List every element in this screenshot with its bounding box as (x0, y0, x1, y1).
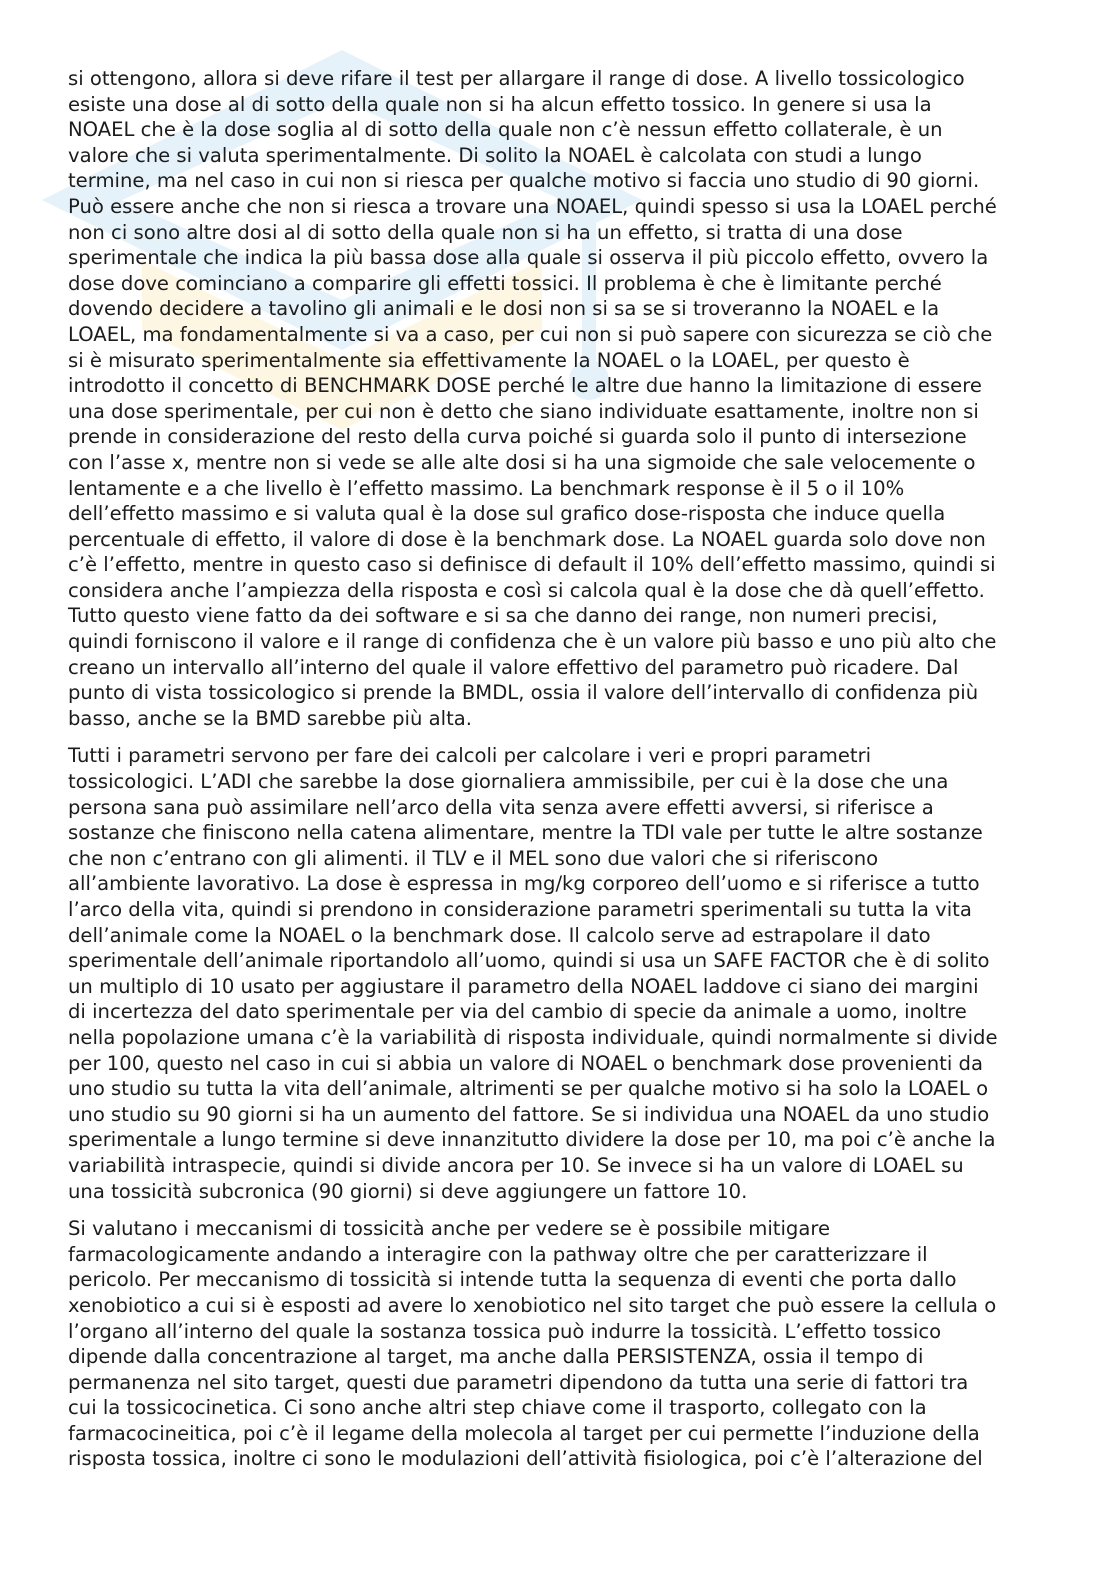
text-line: pericolo. Per meccanismo di tossicità si intende tutta la sequenza di eventi che porta dallo (68, 1268, 957, 1292)
text-line: quindi forniscono il valore e il range di confidenza che è un valore più basso e uno più alto che (68, 630, 997, 654)
text-line: sostanze che finiscono nella catena alimentare, mentre la TDI vale per tutte le altre sostanze (68, 821, 983, 845)
text-line: un multiplo di 10 usato per aggiustare il parametro della NOAEL laddove ci siano dei margini (68, 974, 979, 998)
text-line: variabilità intraspecie, quindi si divide ancora per 10. Se invece si ha un valore di LOAEL su (68, 1153, 964, 1177)
text-line: nella popolazione umana c’è la variabilità di risposta individuale, quindi normalmente si divide (68, 1025, 998, 1049)
text-line: percentuale di effetto, il valore di dose è la benchmark dose. La NOAEL guarda solo dove non (68, 527, 986, 551)
text-line: dipende dalla concentrazione al target, ma anche dalla PERSISTENZA, ossia il tempo di (68, 1345, 924, 1369)
text-line: risposta tossica, inoltre ci sono le modulazioni dell’attività fisiologica, poi c’è l’alterazione del (68, 1447, 983, 1471)
text-line: cui la tossicocinetica. Ci sono anche altri step chiave come il trasporto, collegato con la (68, 1396, 927, 1420)
text-line: sperimentale che indica la più bassa dose alla quale si osserva il più piccolo effetto, ovvero la (68, 246, 989, 270)
paragraph-2 (68, 743, 1043, 1204)
text-line: creano un intervallo all’interno del quale il valore effettivo del parametro può ricadere. Dal (68, 655, 959, 679)
document-body (68, 66, 1043, 1484)
text-line: dovendo decidere a tavolino gli animali e le dosi non si sa se si troveranno la NOAEL e la (68, 297, 940, 321)
text-line: LOAEL, ma fondamentalmente si va a caso, per cui non si può sapere con sicurezza se ciò che (68, 322, 993, 346)
text-line: l’arco della vita, quindi si prendono in considerazione parametri sperimentali su tutta la vita (68, 898, 972, 921)
text-line: sperimentale a lungo termine si deve innanzitutto dividere la dose per 10, ma poi c’è anche la (68, 1128, 996, 1152)
text-line: c’è l’effetto, mentre in questo caso si definisce di default il 10% dell’effetto massimo, quindi si (68, 553, 996, 577)
text-line: Tutto questo viene fatto da dei software e si sa che danno dei range, non numeri precisi, (68, 604, 938, 628)
text-line: considera anche l’ampiezza della risposta e così si calcola qual è la dose che dà quell’effetto. (68, 578, 985, 602)
text-line: introdotto il concetto di BENCHMARK DOSE perché le altre due hanno la limitazione di essere (68, 374, 982, 398)
text-line: lentamente e a che livello è l’effetto massimo. La benchmark response è il 5 o il 10% (68, 476, 905, 500)
text-line: una dose sperimentale, per cui non è detto che siano individuate esattamente, inoltre non si (68, 399, 979, 423)
text-line: prende in considerazione del resto della curva poiché si guarda solo il punto di intersezione (68, 425, 967, 449)
text-line: farmacologicamente andando a interagire con la pathway oltre che per caratterizzare il (68, 1242, 928, 1266)
text-line: Si valutano i meccanismi di tossicità anche per vedere se è possibile mitigare (68, 1217, 831, 1241)
text-line: all’ambiente lavorativo. La dose è espressa in mg/kg corporeo dell’uomo e si riferisce a tutto (68, 872, 980, 896)
text-line: si ottengono, allora si deve rifare il test per allargare il range di dose. A livello tossicologico (68, 67, 965, 90)
text-line: NOAEL che è la dose soglia al di sotto della quale non c’è nessun effetto collaterale, è un (68, 118, 943, 142)
text-line: per 100, questo nel caso in cui si abbia un valore di NOAEL o benchmark dose provenienti da (68, 1051, 983, 1075)
text-line: sperimentale dell’animale riportandolo all’uomo, quindi si usa un SAFE FACTOR che è di solito (68, 949, 990, 973)
text-line: persona sana può assimilare nell’arco della vita senza avere effetti avversi, si riferisce a (68, 795, 934, 819)
text-line: l’organo all’interno del quale la sostanza tossica può indurre la tossicità. L’effetto tossico (68, 1319, 942, 1343)
text-line: uno studio su tutta la vita dell’animale, altrimenti se per qualche motivo si ha solo la LOAEL o (68, 1077, 989, 1101)
text-line: dell’effetto massimo e si valuta qual è la dose sul grafico dose-risposta che induce quella (68, 502, 946, 526)
text-line: permanenza nel sito target, questi due parametri dipendono da tutta una serie di fattori tra (68, 1370, 969, 1394)
text-line: valore che si valuta sperimentalmente. Di solito la NOAEL è calcolata con studi a lungo (68, 143, 922, 167)
text-line: si è misurato sperimentalmente sia effettivamente la NOAEL o la LOAEL, per questo è (68, 348, 910, 372)
text-line: non ci sono altre dosi al di sotto della quale non si ha un effetto, si tratta di una dose (68, 220, 903, 244)
text-line: di incertezza del dato sperimentale per via del cambio di specie da animale a uomo, inoltre (68, 1000, 967, 1024)
text-line: dose dove cominciano a comparire gli effetti tossici. Il problema è che è limitante perché (68, 271, 942, 295)
text-line: xenobiotico a cui si è esposti ad avere lo xenobiotico nel sito target che può essere la cellula o (68, 1293, 997, 1317)
text-line: Tutti i parametri servono per fare dei calcoli per calcolare i veri e propri parametri (68, 744, 872, 768)
paragraph-3 (68, 1216, 1043, 1472)
text-line: esiste una dose al di sotto della quale non si ha alcun effetto tossico. In genere si usa la (68, 92, 932, 116)
text-line: tossicologici. L’ADI che sarebbe la dose giornaliera ammissibile, per cui è la dose che una (68, 770, 949, 794)
text-line: dell’animale come la NOAEL o la benchmark dose. Il calcolo serve ad estrapolare il dato (68, 923, 931, 947)
text-line: Può essere anche che non si riesca a trovare una NOAEL, quindi spesso si usa la LOAEL perché (68, 194, 997, 218)
text-line: basso, anche se la BMD sarebbe più alta. (68, 706, 472, 730)
text-line: farmacocineitica, poi c’è il legame della molecola al target per cui permette l’induzione della (68, 1421, 980, 1445)
text-line: una tossicità subcronica (90 giorni) si deve aggiungere un fattore 10. (68, 1179, 748, 1203)
paragraph-1 (68, 66, 1043, 731)
text-line: punto di vista tossicologico si prende la BMDL, ossia il valore dell’intervallo di confidenza più (68, 681, 979, 705)
text-line: termine, ma nel caso in cui non si riesca per qualche motivo si faccia uno studio di 90 giorni. (68, 169, 980, 193)
text-line: con l’asse x, mentre non si vede se alle alte dosi si ha una sigmoide che sale velocemente o (68, 450, 976, 474)
text-line: uno studio su 90 giorni si ha un aumento del fattore. Se si individua una NOAEL da uno studio (68, 1102, 990, 1126)
text-line: che non c’entrano con gli alimenti. il TLV e il MEL sono due valori che si riferiscono (68, 846, 879, 870)
